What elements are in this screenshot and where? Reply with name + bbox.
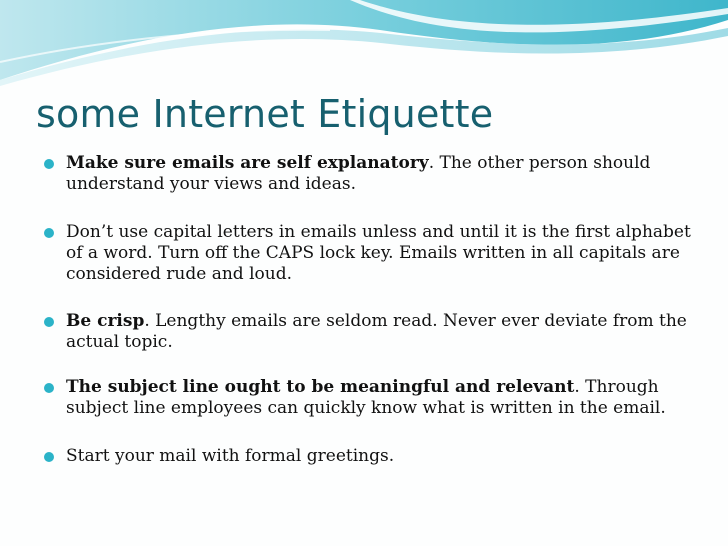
- bullet-bold-text: Be crisp: [66, 311, 145, 331]
- bullet-bold-text: The subject line ought to be meaningful and relevant: [66, 377, 575, 397]
- bullet-text: [66, 377, 694, 419]
- bullet-dot-icon: [44, 452, 54, 462]
- bullet-body-text: . Through subject line employees can quickly know what is written in the email.: [66, 377, 666, 418]
- bullet-text: [66, 222, 694, 285]
- bullet-text: [66, 153, 694, 195]
- bullet-dot-icon: [44, 317, 54, 327]
- bullet-text: [66, 446, 694, 467]
- bullet-dot-icon: [44, 159, 54, 169]
- bullet-body-text: Don’t use capital letters in emails unless and until it is the first alphabet of a word. Turn off the CAPS lock key. Emails written in all capitals are considered rude and loud.: [66, 222, 691, 284]
- bullet-bold-text: Make sure emails are self explanatory: [66, 153, 429, 173]
- bullet-item: [44, 311, 694, 353]
- header-wave-decoration: [0, 0, 728, 90]
- bullet-item: [44, 222, 694, 285]
- bullet-item: [44, 377, 694, 419]
- bullet-dot-icon: [44, 228, 54, 238]
- slide-title: some Internet Etiquette: [36, 92, 494, 136]
- bullet-text: [66, 311, 694, 353]
- bullet-body-text: . Lengthy emails are seldom read. Never ever deviate from the actual topic.: [66, 311, 687, 352]
- bullet-dot-icon: [44, 383, 54, 393]
- bullet-item: [44, 153, 694, 195]
- bullet-item: [44, 446, 694, 467]
- bullet-body-text: Start your mail with formal greetings.: [66, 446, 395, 466]
- bullet-body-text: . The other person should understand your views and ideas.: [66, 153, 651, 194]
